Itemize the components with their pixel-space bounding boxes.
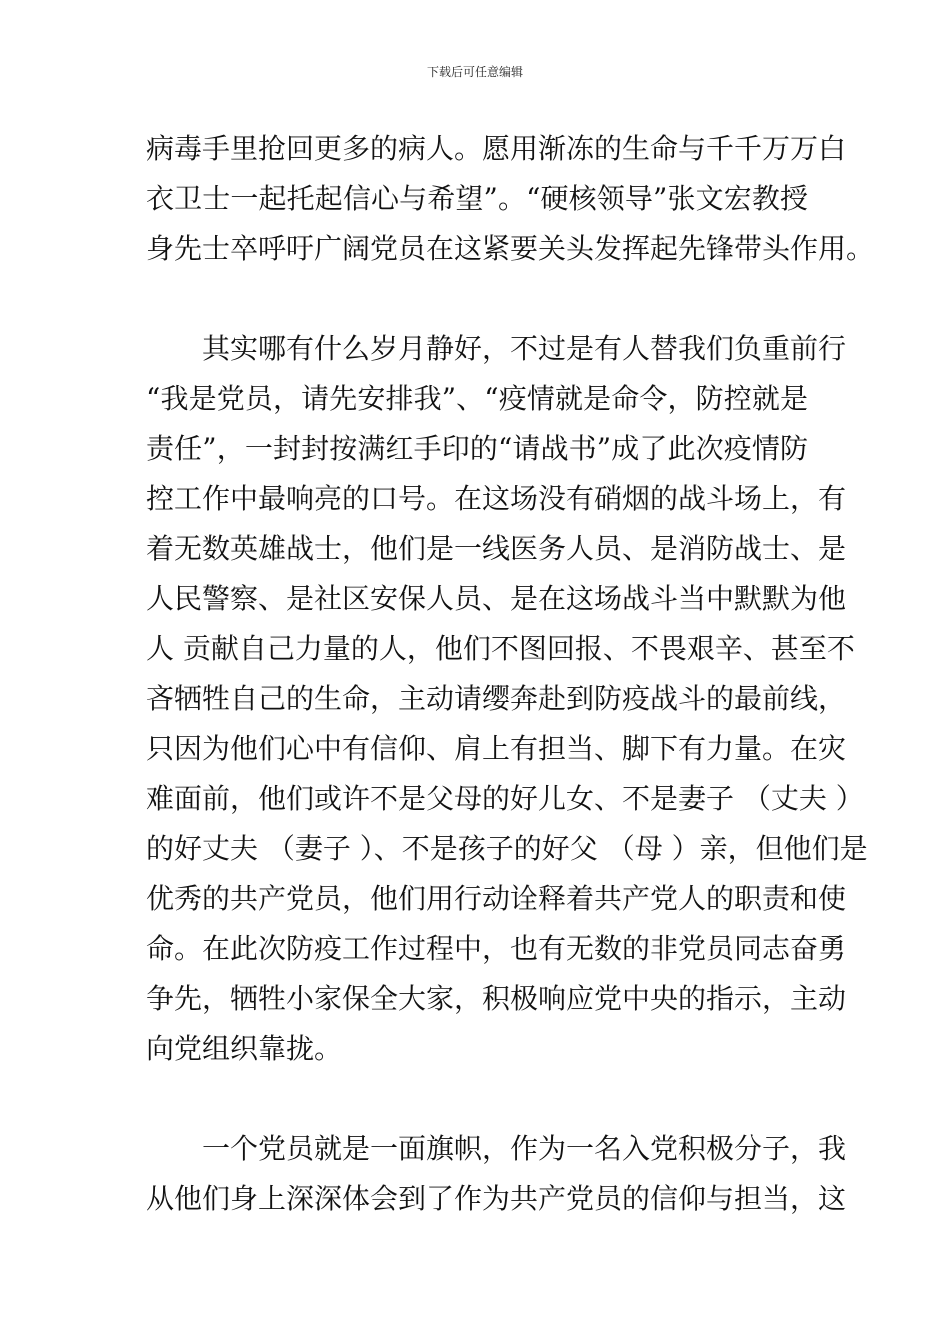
paragraph-3-line-2: 从他们身上深深体会到了作为共产党员的信仰与担当，这	[146, 1182, 847, 1215]
paragraph-3-line-1: 一个党员就是一面旗帜，作为一名入党积极分子，我	[202, 1132, 847, 1165]
paragraph-2-line-4: 控工作中最响亮的口号。在这场没有硝烟的战斗场上，有	[146, 482, 847, 515]
paragraph-2-line-15: 向党组织靠拢。	[146, 1032, 343, 1065]
paragraph-2-line-7: 人 贡献自己力量的人，他们不图回报、不畏艰辛、甚至不	[146, 632, 855, 665]
paragraph-2-line-2: “我是党员，请先安排我”、“疫情就是命令，防控就是	[146, 382, 808, 415]
paragraph-2-line-12: 优秀的共产党员，他们用行动诠释着共产党人的职责和使	[146, 882, 847, 915]
paragraph-2-line-14: 争先，牺牲小家保全大家，积极响应党中央的指示，主动	[146, 982, 847, 1015]
paragraph-2-line-13: 命。在此次防疫工作过程中，也有无数的非党员同志奋勇	[146, 932, 847, 965]
paragraph-1-line-1: 病毒手里抢回更多的病人。愿用渐冻的生命与千千万万白	[146, 132, 847, 165]
page-header: 下载后可任意编辑	[426, 65, 523, 79]
paragraph-2-line-1: 其实哪有什么岁月静好，不过是有人替我们负重前行	[202, 332, 847, 365]
paragraph-1-line-2: 衣卫士一起托起信心与希望”。“硬核领导”张文宏教授	[146, 182, 808, 215]
paragraph-2-line-8: 吝牺牲自己的生命，主动请缨奔赴到防疫战斗的最前线，	[146, 682, 847, 715]
paragraph-1-line-3: 身先士卒呼吁广阔党员在这紧要关头发挥起先锋带头作用。	[146, 232, 875, 265]
paragraph-2-line-5: 着无数英雄战士，他们是一线医务人员、是消防战士、是	[146, 532, 847, 565]
paragraph-2-line-9: 只因为他们心中有信仰、肩上有担当、脚下有力量。在灾	[146, 732, 847, 765]
paragraph-2-line-11: 的好丈夫 （妻子 ）、不是孩子的好父 （母 ）亲，但他们是	[146, 832, 868, 865]
paragraph-2-line-10: 难面前，他们或许不是父母的好儿女、不是妻子 （丈夫 ）	[146, 782, 864, 815]
paragraph-2-line-3: 责任”，一封封按满红手印的“请战书”成了此次疫情防	[146, 432, 808, 465]
paragraph-2-line-6: 人民警察、是社区安保人员、是在这场战斗当中默默为他	[146, 582, 847, 615]
